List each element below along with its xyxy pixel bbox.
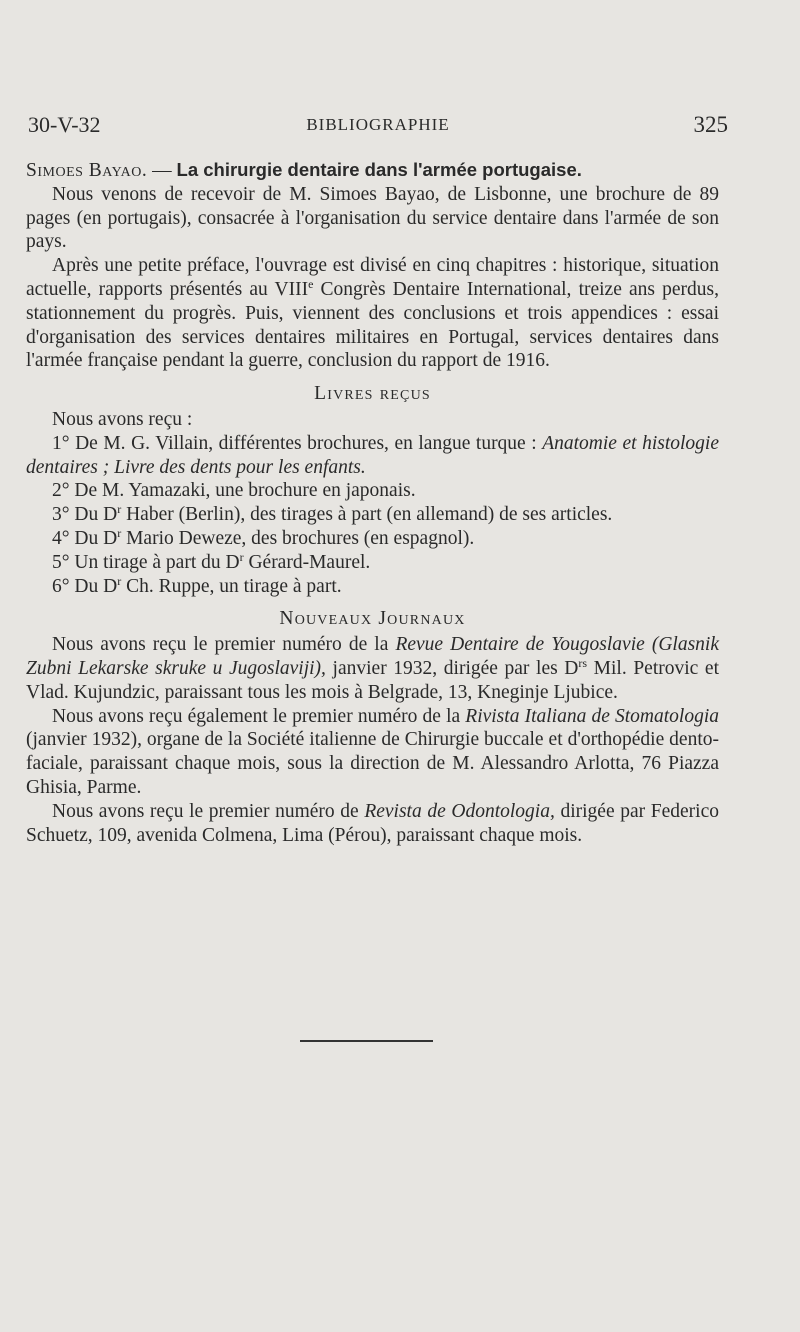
journal-paragraph-2-text-b: (janvier 1932), organe de la Société italienne de Chirurgie buccale et d'orthopédie dento-faciale, paraissant chaque mois, sous la direction de M. Alessandro Arlotta, 76 Piazza Ghisia, Parme. [26,729,719,798]
list-item-4 [26,527,719,551]
review-author: Simoes Bayao. [26,160,148,181]
issue-date: 30-V-32 [28,112,101,137]
list-item-6-sup: r [117,573,122,588]
journal-title-yougoslavie: Revue Dentaire de Yougoslavie (Glasnik Zubni Lekarske skruke u Jugoslaviji), [26,634,719,679]
running-head-title: BIBLIOGRAPHIE [306,115,450,134]
list-item-6-text-a: 6° Du D [52,575,118,597]
journal-paragraph-3-text-a: Nous avons reçu le premier numéro de [52,800,365,822]
journal-title-rivista: Rivista Italiana de Stomatologia [465,705,719,727]
list-item-5-text-a: 5° Un tirage à part du D [52,551,240,573]
list-item-3-text-b: Haber (Berlin), des tirages à part (en allemand) de ses articles. [121,504,613,526]
journal-paragraph-1-text-a: Nous avons reçu le premier numéro de la [52,634,396,656]
list-item-3 [26,503,719,527]
journal-paragraph-1 [26,633,719,704]
journal-paragraph-2-text-a: Nous avons reçu également le premier numéro de la [52,705,466,727]
livres-intro: Nous avons reçu : [52,408,193,430]
review-paragraph-2-text-a: Après une petite préface, l'ouvrage est divisé en cinq chapitres : historique, situation actuelle, rapports présentés au VIII [26,255,719,300]
list-item-6-text-b: Ch. Ruppe, un tirage à part. [121,575,342,597]
review-paragraph-2-sup: e [308,276,314,291]
list-item-4-text-a: 4° Du D [52,527,118,549]
list-item-5-sup: r [239,549,244,564]
journal-paragraph-1-text-b: janvier 1932, dirigée par les D [325,657,579,679]
main-text [26,158,719,847]
journal-paragraph-3-text-b: dirigée par Federico Schuetz, 109, avenida Colmena, Lima (Pérou), paraissant chaque mois. [26,800,719,846]
end-rule [300,1040,433,1042]
review-paragraph-1: Nous venons de recevoir de M. Simoes Bayao, de Lisbonne, une brochure de 89 pages (en portugais), consacrée à l'organisation du service dentaire dans l'armée de son pays. [26,183,719,253]
review-dash: — [147,160,177,181]
journal-title-revista: Revista de Odontologia, [364,800,555,822]
list-item-1 [26,432,719,480]
list-item-4-sup: r [117,525,122,540]
review-paragraph-2-text-b: Congrès Dentaire International, treize ans perdus, stationnement du progrès. Puis, viennent des conclusions et trois appendices : essai d'organisation des services dentaires militaires en Portugal, services dentaires dans l'armée française pendant la guerre, conclusion du rapport de 1916. [26,278,719,372]
list-item-1-text: 1° De M. G. Villain, différentes brochures, en langue turque : [52,432,543,454]
list-item-4-text-b: Mario Deweze, des brochures (en espagnol). [121,527,475,549]
journal-paragraph-1-sup: rs [578,655,588,670]
list-item-3-sup: r [117,502,122,517]
journal-paragraph-2 [26,705,719,800]
list-item-5 [26,551,719,575]
page-number: 325 [693,112,728,137]
section-heading-nouveaux-journaux: Nouveaux Journaux [279,608,466,630]
section-heading-livres-recus: Livres reçus [314,383,431,405]
list-item-5-text-b: Gérard-Maurel. [243,551,371,573]
review-paragraph-2 [26,254,719,373]
list-item-1-titles: Anatomie et histologie dentaires ; Livre des dents pour les enfants. [26,432,719,478]
journal-paragraph-3 [26,800,719,848]
review-heading [26,158,719,183]
list-item-3-text-a: 3° Du D [52,504,118,526]
list-item-2: 2° De M. Yamazaki, une brochure en japonais. [52,480,416,502]
running-head [28,112,728,142]
list-item-6 [26,575,719,599]
review-title: La chirurgie dentaire dans l'armée portugaise. [176,159,582,180]
journal-paragraph-1-text-c: Mil. Petrovic et Vlad. Kujundzic, paraissant tous les mois à Belgrade, 13, Kneginje Ljubice. [26,657,719,703]
